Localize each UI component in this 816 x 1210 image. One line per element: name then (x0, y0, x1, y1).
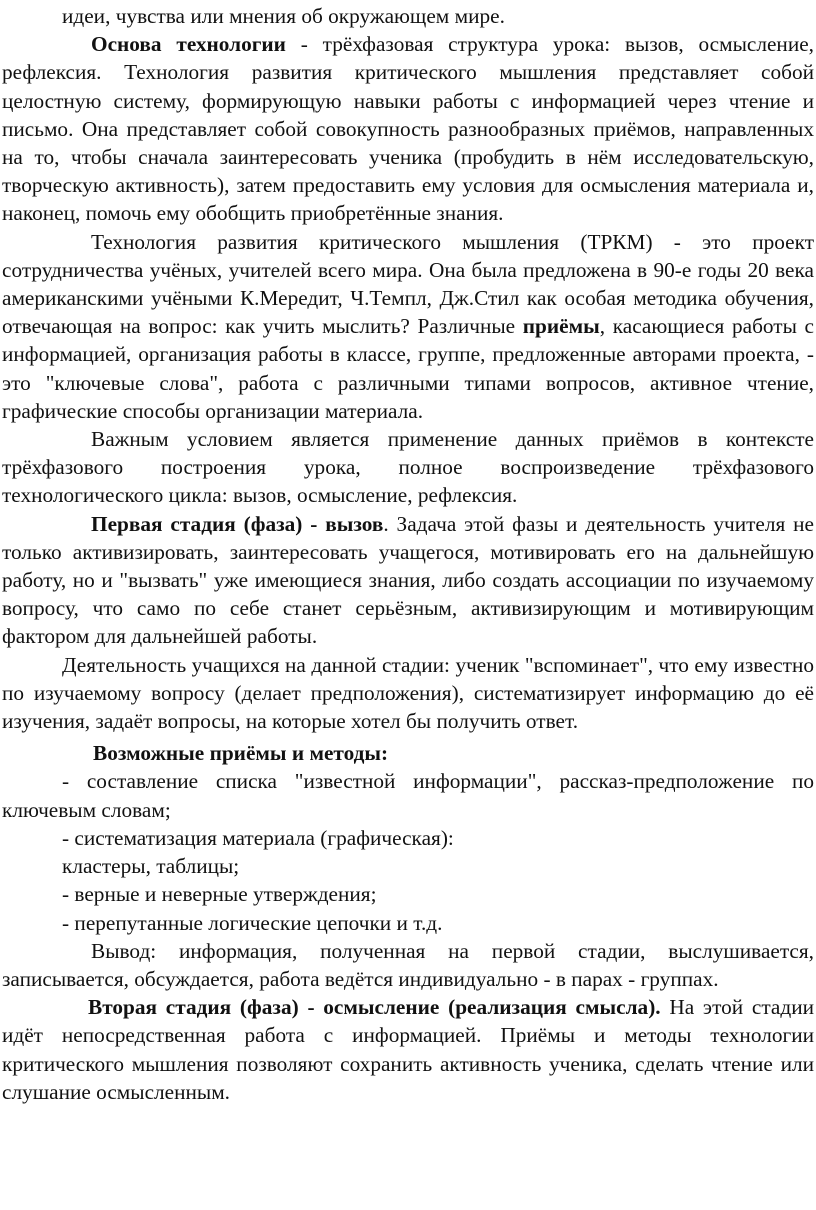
bold-term: приёмы (522, 314, 600, 339)
list-item: - верные и неверные утверждения; (62, 882, 377, 907)
list-item: кластеры, таблицы; (62, 854, 240, 879)
paragraph-technology-basis (2, 30, 814, 227)
list-item: - систематизация материала (графическая): (62, 825, 454, 850)
paragraph-text: - трёхфазовая структура урока: вызов, осмысление, рефлексия. Технология развития критического мышления представляет собой целостную систему, формирующую навыки работы с информацией через чтение и письмо. Она представляет собой совокупность разнообразных приёмов, направленных на то, чтобы сначала заинтересовать ученика (пробудить в нём исследовательскую, творческую активность), затем предоставить ему условия для осмысления материала и, наконец, помочь ему обобщить приобретённые знания. (2, 32, 814, 226)
paragraph-text: , касающиеся работы с информацией, организация работы в классе, группе, предложенные авторами проекта, - это "ключевые слова", работа с различными типами вопросов, активное чтение, графические способы организации материала. (2, 314, 815, 423)
paragraph-student-activity (2, 651, 814, 736)
paragraph-text: Вывод: информация, полученная на первой стадии, выслушивается, записывается, обсуждается, работа ведётся индивидуально - в парах - группах. (2, 938, 814, 991)
paragraph-text: идеи, чувства или мнения об окружающем мире. (62, 4, 505, 28)
paragraph-text: Деятельность учащихся на данной стадии: ученик "вспоминает", что ему известно по изучаемому вопросу (делает предположения), систематизирует информацию до её изучения, задаёт вопросы, на которые хотел бы получить ответ. (2, 652, 814, 734)
paragraph-continuation (2, 2, 814, 30)
paragraph-text: Технология развития критического мышления (ТРКМ) - это проект сотрудничества учёных, учителей всего мира. Она была предложена в 90-е годы 20 века американскими учёными К.Мередит, Ч.Темпл, Дж.Стил как особая методика обучения, отвечающая на вопрос: как учить мыслить? Различные (2, 229, 814, 339)
list-item: - перепутанные логические цепочки и т.д. (62, 910, 443, 935)
bold-term: Основа технологии (91, 32, 286, 57)
paragraph-condition (2, 425, 814, 510)
paragraph-first-stage (2, 510, 814, 651)
list-item: - составление списка "известной информации", рассказ-предположение по ключевым словам; (2, 769, 814, 822)
paragraph-second-stage (2, 993, 814, 1106)
paragraph-text: На этой стадии идёт непосредственная работа с информацией. Приёмы и методы технологии критического мышления позволяют сохранить активность ученика, сделать чтение или слушание осмысленным. (2, 995, 814, 1104)
paragraph-text: Важным условием является применение данных приёмов в контексте трёхфазового построения урока, полное воспроизведение трёхфазового технологического цикла: вызов, осмысление, рефлексия. (2, 427, 814, 508)
paragraph-trkm (2, 228, 814, 425)
bold-term: Вторая стадия (фаза) - осмысление (реализация смысла). (88, 995, 661, 1020)
paragraph-text: . Задача этой фазы и деятельность учителя не только активизировать, заинтересовать учащегося, мотивировать его на дальнейшую работу, но и "вызвать" уже имеющиеся знания, либо создать ассоциации по изучаемому вопросу, что само по себе станет серьёзным, активизирующим и мотивирующим фактором для дальнейшей работы. (2, 511, 814, 649)
paragraph-conclusion (2, 937, 814, 993)
bold-term: Первая стадия (фаза) - вызов (91, 511, 384, 536)
methods-heading: Возможные приёмы и методы: (93, 741, 389, 766)
